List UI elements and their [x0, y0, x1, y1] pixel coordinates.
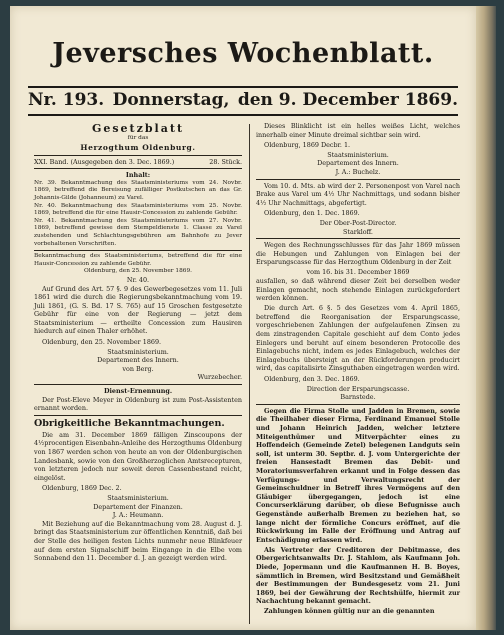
notice-head: Bekanntmachung des Staatsministeriums, betreffend die für eine Hausir-Concession zu zahlende Gebühr. [34, 253, 242, 267]
obrigkeitliche-head: Obrigkeitliche Bekanntmachungen. [34, 417, 225, 429]
ersparung-date: Oldenburg, den 3. Dec. 1869. [264, 374, 360, 383]
inhalt-item: Nr. 39. Bekanntmachung des Staatsministeriums vom 24. Novbr. 1869, betreffend die Bereisung zufälliger Postkutschen an das Gr. Johannis-Gilde (Johanneum) zu Varel. [34, 179, 242, 201]
inhalt-item: Nr. 40. Bekanntmachung des Staatsministeriums vom 25. Novbr. 1869, betreffend die für eine Hausir-Concession zu zahlende Gebühr. [34, 202, 242, 217]
post-by: Starkloff. [343, 227, 373, 236]
gesetzblatt-stueck: 28. Stück. [209, 157, 242, 166]
ersparung-dept: Direction der Ersparungscasse. [306, 384, 410, 393]
book-page-edge [476, 6, 496, 630]
gesetzblatt-fuer: für das [127, 135, 149, 141]
issue-day: Donnerstag, [112, 90, 230, 110]
blinklicht-ministry: Staatsministerium. [327, 150, 389, 159]
dienst-head: Dienst-Ernennung. [103, 387, 173, 396]
issue-date: den 9. December 1869. [237, 90, 458, 110]
divider [34, 415, 242, 416]
concurs-zahlungen: Zahlungen können gültig nur an die genannten [264, 607, 435, 616]
ersparung-text-cont: ausfallen, so daß während dieser Zeit bei derselben weder Einlagen gemacht, noch stehende Einlagen zurückgefordert werden können. [256, 277, 460, 303]
masthead-rule-top [28, 86, 458, 88]
divider [256, 238, 460, 239]
blinkfeuer-text: Mit Beziehung auf die Bekanntmachung vom 28. August d. J. bringt das Staatsministerium zur öffentlichen Kenntniß, daß bei der Stelle des heiligen festen Lichts nunmehr neue Blinkfeuer auf dem ersten Signalschiff beim Eingange in die Elbe vom Sonnabend den 11. December d. J. an gezeigt werden wird. [34, 519, 242, 563]
obrigkeitliche-text: Die am 31. December 1869 fälligen Zinscoupons der 4½procentigen Eisenbahn-Anleihe des Herzogthums Oldenburg von 1867 werden schon von heute an von der Oldenburgischen Landesbank, sowie von den Großherzoglichen Amtsrecepturen, von letzteren jedoch nur soweit deren Cassenbestand reicht, eingelöst. [34, 430, 242, 482]
masthead-rule-bottom [28, 114, 458, 116]
notice-place: Oldenburg, den 25. November 1869. [84, 268, 192, 275]
obrigkeitliche-date: Oldenburg, 1869 Dec. 2. [42, 483, 122, 492]
nr40-text: Auf Grund des Art. 57 §. 9 des Gewerbegesetzes vom 11. Juli 1861 wird die durch die Regierungsbekanntmachung vom 19. Juli 1861, (G. S. Bd. 17 S. 765) auf 15 Groschen festgesetzte Gebühr für eine von der Regierung — jetzt dem Staatsministerium — ertheilte Concession zum Hausiren hiedurch auf einen Thaler erhöhet. [34, 284, 242, 336]
nr40-label: Nr. 40. [126, 275, 150, 284]
divider [34, 250, 242, 251]
post-dept: Der Ober-Post-Director. [319, 218, 397, 227]
right-column [256, 122, 460, 618]
blinklicht-text: Dieses Blinklicht ist ein helles weißes Licht, welches innerhalb einer Minute dreimal sichtbar sein wird. [256, 122, 460, 139]
concurs-text: Gegen die Firma Stolle und Jadden in Bremen, sowie die Theilhaber dieser Firma, Ferdinand Emanuel Stolle und Johann Heinrich Jadden, welcher letztere Miteigenthümer und Mitverpächter eines zu Hoffendeich (Gemeinde Zetel) belegenen Landguts sein soll, ist unterm 30. Septbr. d. J. vom Untergerichte der freien Hansestadt Bremen das Debit- und Moratoriumsverfahren erkannt und in Folge dessen das Verfügungs- und Verwaltungsrecht der Gemeinschuldner in Betreff ihres Vermögens auf den Gläubiger übergegangen, jedoch ist eine Concurserklärung darüber, ob diese Befugnisse auch Gegenstände außerhalb Bremen zu beziehen hat, so lange nicht der förmliche Concurs eröffnet, auf die Rückwirkung im Falle der Eröffnung und Antrag auf Entschädigung erlassen wird. [256, 406, 460, 544]
nr40-sig: Wurzebecher. [197, 373, 242, 382]
gesetzblatt-band: XXI. Band. (Ausgegeben den 3. Dec. 1869.) [34, 157, 175, 166]
blinklicht-dept: Departement des Innern. [317, 159, 399, 168]
blinklicht-by: J. A.: Buchelz. [335, 167, 381, 176]
nr40-ministry: Staatsministerium. [107, 347, 169, 356]
gesetzblatt-state: Herzogthum Oldenburg. [80, 142, 196, 152]
ersparung-by: Barnstede. [340, 393, 376, 402]
gesetzblatt-meta [34, 158, 242, 167]
left-column [34, 122, 242, 564]
obrigkeitliche-ministry: Staatsministerium. [107, 493, 169, 502]
ersparung-zinsen: Die durch Art. 6 §. 5 des Gesetzes vom 4. April 1865, betreffend die Reorganisation der Ersparungscasse, vorgeschriebenen Zahlungen der aufgelaufenen Zinsen zu dem zinstragenden Capitale geschieht auf dem Conto jedes Einlegers und beruht auf einem besonderen Protocolle des Einlagebuchs nicht, indem es jedes Einlagebuch, welches der Einlagebuchs übersteigt an der Rückforderungen producirt wird, das capitalisirte Zinsguthaben eingetragen werden wird. [256, 304, 460, 373]
inhalt-title: Inhalt: [125, 171, 151, 180]
post-date: Oldenburg, den 1. Dec. 1869. [264, 208, 360, 217]
issue-line [28, 90, 458, 110]
divider [34, 155, 242, 156]
blinklicht-date: Oldenburg, 1869 Decbr. 1. [264, 140, 351, 149]
obrigkeitliche-dept: Departement der Finanzen. [93, 502, 183, 511]
inhalt-item: Nr. 41. Bekanntmachung des Staatsministeriums vom 27. Novbr. 1869, betreffend gewisse dem Stempeldienste 1. Classe zu Varel zustehenden und Schlachtungsgebühren am Bahnhofe zu Jever vorbehaltenen Vorschriften. [34, 217, 242, 247]
nr40-by: von Berg. [122, 364, 154, 373]
newspaper-page [10, 6, 476, 630]
divider [34, 384, 242, 385]
ersparung-text: Wegen des Rechnungsschlusses für das Jahr 1869 müssen die Hebungen und Zahlungen von Einlagen bei der Ersparungscasse für das Herzogthum Oldenburg in der Zeit [256, 241, 460, 267]
issue-number: Nr. 193. [28, 90, 105, 110]
obrigkeitliche-by: J. A.: Heumann. [112, 511, 164, 520]
divider [256, 404, 460, 405]
concurs-vertreter: Als Vertreter der Creditoren der Debitmasse, des Obergerichtsanwalts Dr. J. Stahlom, als Kaufmann Joh. Diede, Jopermann und die Kaufmannen H. B. Boyes, sämmtlich in Bremen, wird Besitzstand und Gemäßheit der Bestimmungen der Bundesgesetz vom 21. Juni 1869, bei der Gewährung der Rechtshülfe, hiermit zur Nachachtung bekannt gemacht. [256, 545, 460, 606]
post-text: Vom 10. d. Mts. ab wird der 2. Personenpost von Varel nach Brake aus Varel um 4½ Uhr Nachmittags, und sodann bisher 4½ Uhr Nachmittags, abgefertigt. [256, 181, 460, 207]
gesetzblatt-title: Gesetzblatt [91, 122, 185, 135]
nr40-dept: Departement des Innern. [97, 356, 179, 365]
nr40-date: Oldenburg, den 25. November 1869. [42, 337, 162, 346]
column-divider [249, 124, 250, 624]
divider [34, 168, 242, 169]
divider [256, 179, 460, 180]
masthead-title: Jeversches Wochenblatt. [52, 38, 434, 69]
dienst-text: Der Post-Eleve Meyer in Oldenburg ist zum Post-Assistenten ernannt worden. [34, 395, 242, 413]
ersparung-range: vom 16. bis 31. December 1869 [306, 268, 410, 277]
